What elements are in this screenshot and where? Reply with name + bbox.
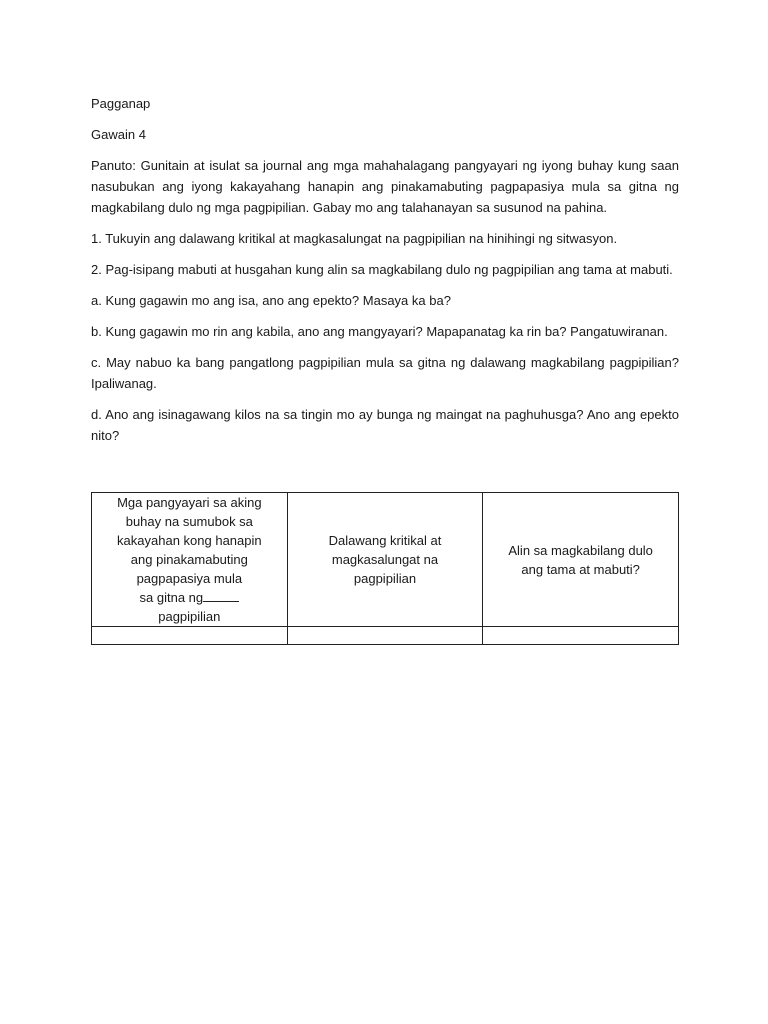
table-header-row (92, 493, 679, 627)
activity-title: Gawain 4 (91, 127, 146, 142)
header-right-choice-line: ang tama at mabuti? (521, 561, 640, 577)
header-choices-line: magkasalungat na (331, 552, 439, 567)
header-events-line: Mga pangyayari sa aking (117, 495, 262, 510)
document-body (91, 93, 679, 456)
table-row (92, 627, 679, 645)
header-choices-line: Dalawang kritikal at (328, 533, 442, 548)
header-cell-choices (287, 493, 483, 627)
blank-cell[interactable] (483, 627, 679, 645)
header-cell-right-choice (483, 493, 679, 627)
instruction-paragraph: Panuto: Gunitain at isulat sa journal ang mga mahahalagang pangyayari ng iyong buhay kung saan nasubukan ang iyong kakayahang hanapin ang pinakamabuting pagpapasiya mula sa gitna ng magkabilang dulo ng mga pagpipilian. Gabay mo ang talahanayan sa susunod na pahina. (91, 158, 679, 215)
item-b: b. Kung gagawin mo rin ang kabila, ano ang mangyayari? Mapapanatag ka rin ba? Pangatuwiranan. (91, 324, 668, 339)
header-events-line: buhay na sumubok sa (125, 514, 253, 529)
item-c: c. May nabuo ka bang pangatlong pagpipilian mula sa gitna ng dalawang magkabilang pagpipilian? Ipaliwanag. (91, 355, 679, 391)
blank-cell[interactable] (92, 627, 288, 645)
header-events-line: kakayahan kong hanapin (117, 533, 262, 548)
header-events-line: ang pinakamabuting (130, 552, 248, 567)
journal-table (91, 492, 679, 645)
header-right-choice-line: Alin sa magkabilang dulo (508, 542, 653, 558)
header-events-line: sa gitna ng (139, 590, 204, 605)
item-d: d. Ano ang isinagawang kilos na sa tingin mo ay bunga ng maingat na paghuhusga? Ano ang epekto nito? (91, 407, 679, 443)
header-events-line: pagpapasiya mula (136, 571, 243, 586)
header-choices-line: pagpipilian (353, 571, 417, 586)
fill-in-blank (203, 588, 239, 602)
item-2: 2. Pag-isipang mabuti at husgahan kung alin sa magkabilang dulo ng pagpipilian ang tama at mabuti. (91, 262, 673, 277)
header-events-line: pagpipilian (158, 609, 221, 624)
document-heading: Pagganap (91, 96, 151, 111)
item-1: 1. Tukuyin ang dalawang kritikal at magkasalungat na pagpipilian na hinihingi ng sitwasyon. (91, 231, 618, 246)
header-cell-events (92, 493, 288, 627)
item-a: a. Kung gagawin mo ang isa, ano ang epekto? Masaya ka ba? (91, 293, 451, 308)
blank-cell[interactable] (287, 627, 483, 645)
